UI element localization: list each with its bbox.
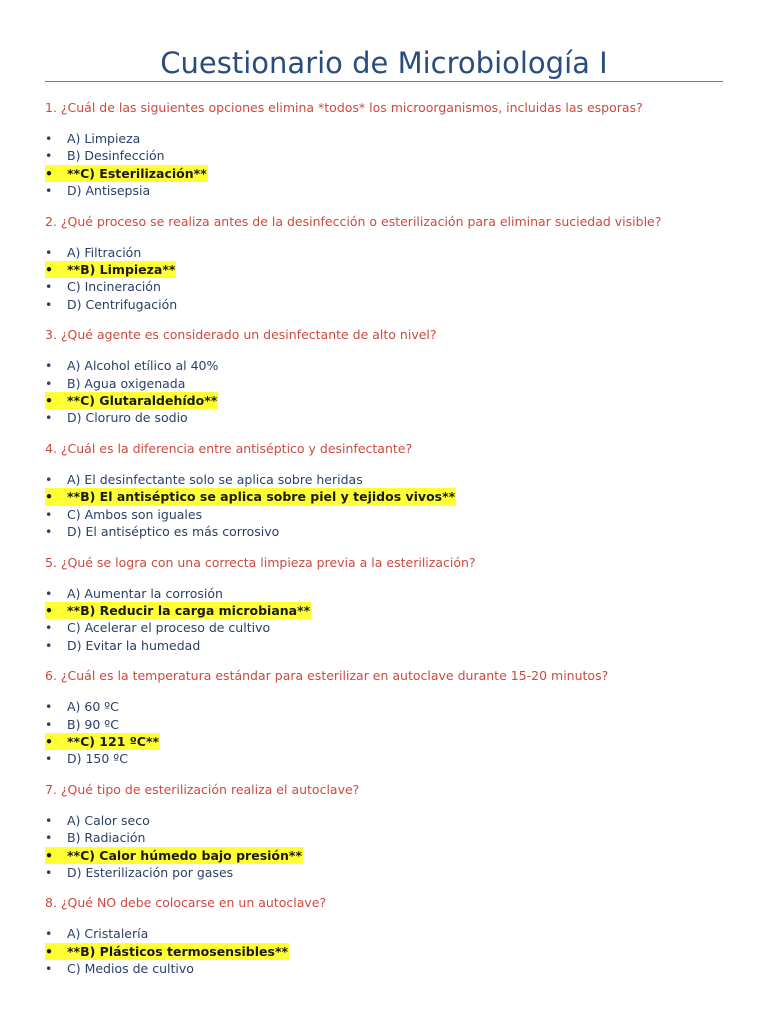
- option-item: • D) Evitar la humedad: [45, 637, 735, 654]
- question-text: 4. ¿Cuál es la diferencia entre antiséptico y desinfectante?: [45, 440, 413, 456]
- question-list: [45, 99, 735, 991]
- option-item: • B) 90 ºC: [45, 716, 735, 733]
- option-item: • B) Agua oxigenada: [45, 375, 735, 392]
- correct-option-highlight: • **B) El antiséptico se aplica sobre piel y tejidos vivos**: [45, 488, 456, 505]
- option-list: [45, 812, 735, 882]
- correct-option-highlight: • **C) 121 ºC**: [45, 733, 160, 750]
- option-item: • A) Calor seco: [45, 812, 735, 829]
- option-list: [45, 130, 735, 200]
- option-item: • D) Centrifugación: [45, 296, 735, 313]
- question-block: [45, 213, 735, 314]
- question-text: 6. ¿Cuál es la temperatura estándar para esterilizar en autoclave durante 15-20 minutos?: [45, 668, 609, 684]
- option-item: • A) Filtración: [45, 244, 735, 261]
- correct-option-highlight: • **B) Plásticos termosensibles**: [45, 943, 289, 960]
- option-item: • D) Esterilización por gases: [45, 864, 735, 881]
- question-text: 1. ¿Cuál de las siguientes opciones elimina *todos* los microorganismos, incluidas las esporas?: [45, 100, 643, 115]
- question-text: 3. ¿Qué agente es considerado un desinfectante de alto nivel?: [45, 327, 437, 343]
- title-divider: [45, 81, 723, 82]
- question-block: [45, 781, 735, 882]
- option-item: • A) Aumentar la corrosión: [45, 585, 735, 602]
- question-text: 2. ¿Qué proceso se realiza antes de la desinfección o esterilización para eliminar suciedad visible?: [45, 213, 662, 229]
- question-block: [45, 894, 735, 977]
- option-list: [45, 471, 735, 541]
- option-item: • D) Antisepsia: [45, 182, 735, 199]
- question-block: [45, 99, 735, 200]
- page-title: Cuestionario de Microbiología I: [160, 46, 608, 80]
- option-item: • C) Medios de cultivo: [45, 960, 735, 977]
- correct-option-highlight: • **B) Limpieza**: [45, 261, 176, 278]
- option-item: • D) 150 ºC: [45, 750, 735, 767]
- correct-option-highlight: • **C) Glutaraldehído**: [45, 392, 218, 409]
- option-item: • B) Desinfección: [45, 147, 735, 164]
- option-item: • B) Radiación: [45, 829, 735, 846]
- option-list: [45, 698, 735, 768]
- correct-option-highlight: • **C) Esterilización**: [45, 165, 208, 182]
- option-item: • C) Incineración: [45, 278, 735, 295]
- option-item: • A) 60 ºC: [45, 698, 735, 715]
- question-block: [45, 554, 735, 655]
- question-text: 5. ¿Qué se logra con una correcta limpieza previa a la esterilización?: [45, 554, 476, 570]
- question-text: 8. ¿Qué NO debe colocarse en un autoclave?: [45, 895, 327, 911]
- question-text: 7. ¿Qué tipo de esterilización realiza el autoclave?: [45, 781, 360, 797]
- option-item: • D) El antiséptico es más corrosivo: [45, 523, 735, 540]
- question-block: [45, 326, 735, 427]
- correct-option-highlight: • **C) Calor húmedo bajo presión**: [45, 847, 303, 864]
- option-list: [45, 244, 735, 314]
- question-block: [45, 667, 735, 768]
- option-list: [45, 585, 735, 655]
- question-block: [45, 440, 735, 541]
- option-list: [45, 925, 735, 977]
- correct-option-highlight: • **B) Reducir la carga microbiana**: [45, 602, 311, 619]
- option-item: • C) Acelerar el proceso de cultivo: [45, 619, 735, 636]
- option-item: • A) Alcohol etílico al 40%: [45, 357, 735, 374]
- option-item: • A) Cristalería: [45, 925, 735, 942]
- option-item: • D) Cloruro de sodio: [45, 409, 735, 426]
- option-item: • A) Limpieza: [45, 130, 735, 147]
- option-item: • C) Ambos son iguales: [45, 506, 735, 523]
- option-item: • A) El desinfectante solo se aplica sobre heridas: [45, 471, 735, 488]
- option-list: [45, 357, 735, 427]
